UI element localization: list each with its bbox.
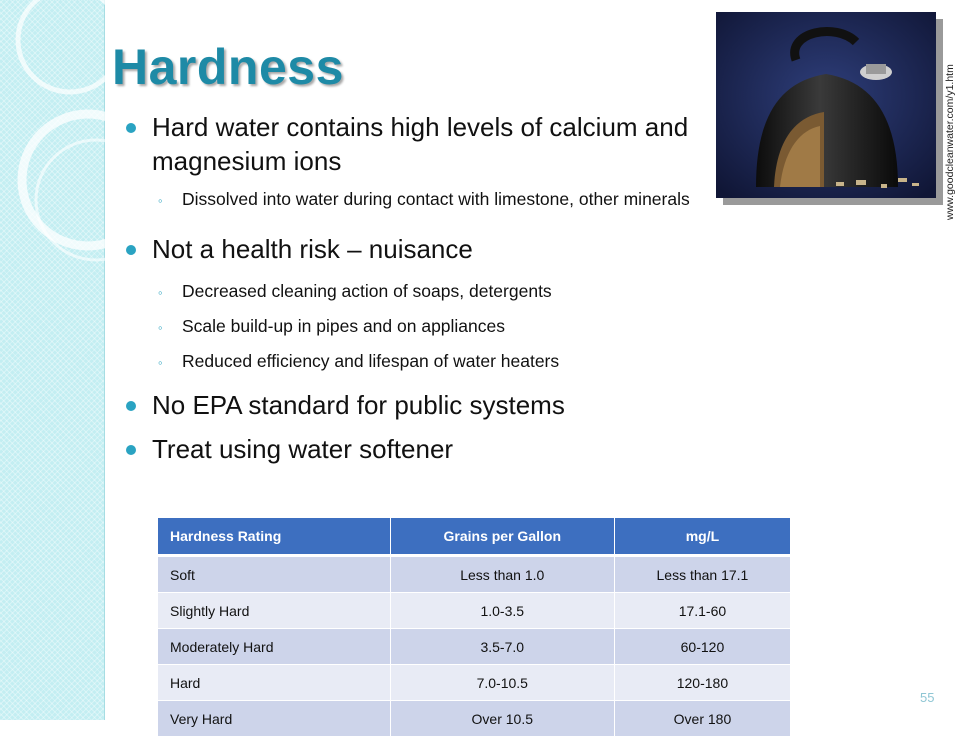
sub-bullet-ring-icon: ◦ [158,190,163,212]
sub-bullet-ring-icon: ◦ [158,317,163,339]
sub-bullet-text: Dissolved into water during contact with limestone, other minerals [182,189,690,209]
table-cell: Slightly Hard [158,593,390,629]
table-row [158,593,790,629]
bullet-text: Hard water contains high levels of calcium and magnesium ions [152,112,688,176]
sub-bullet-item [126,280,716,302]
bullet-list [126,110,716,466]
table-cell: Hard [158,665,390,701]
table-cell: Over 10.5 [390,701,614,736]
column-header: Grains per Gallon [390,518,614,556]
bullet-item [126,110,716,178]
table-cell: 3.5-7.0 [390,629,614,665]
bullet-dot-icon [126,245,136,255]
table-cell: 60-120 [614,629,790,665]
bullet-dot-icon [126,445,136,455]
sub-bullet-text: Decreased cleaning action of soaps, detergents [182,281,552,301]
table-cell: 120-180 [614,665,790,701]
sub-bullet-item [126,315,716,337]
table-cell: Less than 17.1 [614,556,790,593]
table-cell: 17.1-60 [614,593,790,629]
bullet-dot-icon [126,123,136,133]
table-row [158,556,790,593]
bullet-item [126,388,716,422]
bullet-dot-icon [126,401,136,411]
table-cell: Soft [158,556,390,593]
sub-bullet-ring-icon: ◦ [158,282,163,304]
table-cell: 1.0-3.5 [390,593,614,629]
sub-bullet-ring-icon: ◦ [158,352,163,374]
decorative-circles [0,0,130,340]
bullet-text: Not a health risk – nuisance [152,234,473,264]
image-credit: www.goodcleanwater.com/y1.htm [944,20,958,220]
table-cell: 7.0-10.5 [390,665,614,701]
kettle-photo [716,12,936,198]
table-cell: Less than 1.0 [390,556,614,593]
bullet-item [126,232,716,266]
slide-title: Hardness [112,38,344,96]
table-cell: Moderately Hard [158,629,390,665]
scaled-kettle-cutaway-image [716,12,936,198]
table-header-row [158,518,790,556]
bullet-item [126,432,716,466]
table-cell: Over 180 [614,701,790,736]
sub-bullet-text: Reduced efficiency and lifespan of water heaters [182,351,559,371]
bullet-text: Treat using water softener [152,434,453,464]
table-row [158,665,790,701]
table-row [158,629,790,665]
column-header: Hardness Rating [158,518,390,556]
table-row [158,701,790,736]
sub-bullet-item [126,188,716,210]
sub-bullet-item [126,350,716,372]
sub-bullet-text: Scale build-up in pipes and on appliances [182,316,505,336]
bullet-text: No EPA standard for public systems [152,390,565,420]
hardness-table [158,518,790,736]
page-number: 55 [920,690,934,705]
table-cell: Very Hard [158,701,390,736]
column-header: mg/L [614,518,790,556]
